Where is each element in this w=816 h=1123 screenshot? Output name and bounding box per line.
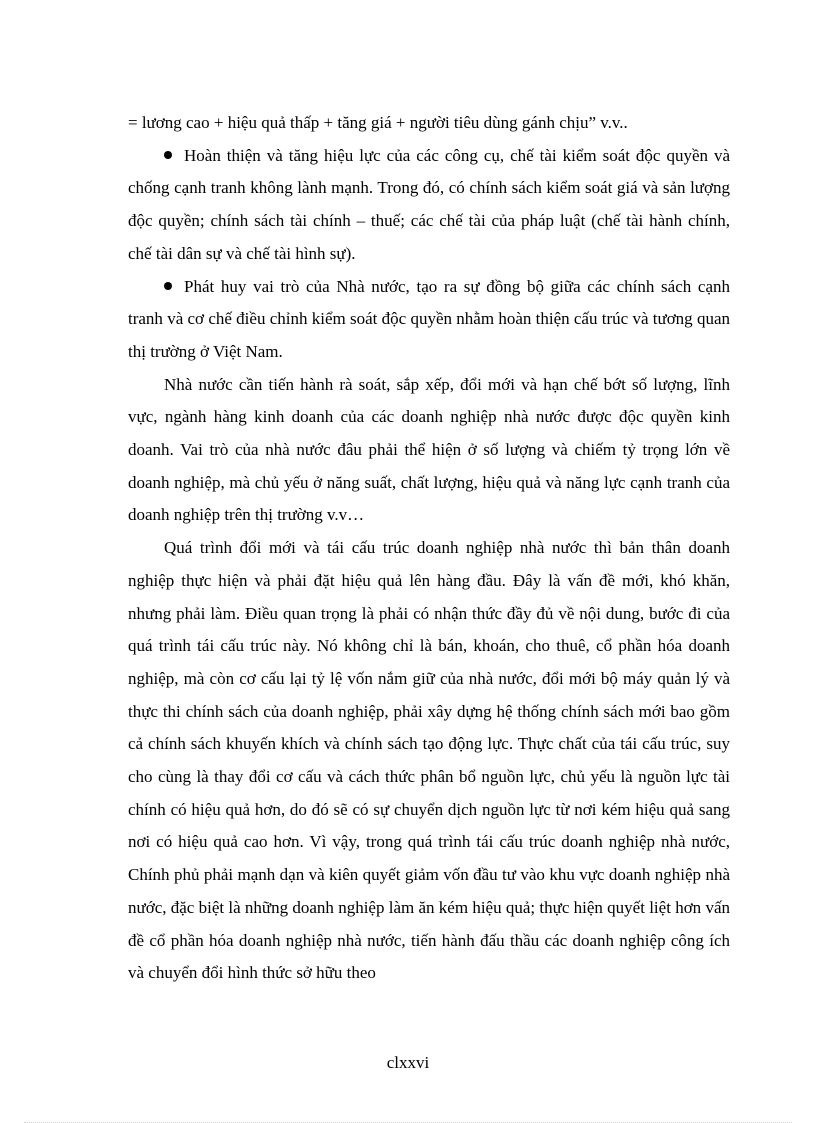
body-paragraph-1: Nhà nước cần tiến hành rà soát, sắp xếp, đổi mới và hạn chế bớt số lượng, lĩnh vực, ngành hàng kinh doanh của các doanh nghiệp nhà nước được độc quyền kinh doanh. Vai trò của nhà nước đâu phải thể hiện ở số lượng và chiếm tỷ trọng lớn về doanh nghiệp, mà chủ yếu ở năng suất, chất lượng, hiệu quả và năng lực cạnh tranh của doanh nghiệp trên thị trường v.v… <box>128 374 730 525</box>
continuation-line: = lương cao + hiệu quả thấp + tăng giá + người tiêu dùng gánh chịu” v.v.. <box>128 113 628 132</box>
bullet-paragraph-1 <box>128 140 730 271</box>
document-body <box>128 107 730 990</box>
bullet-text-2: Phát huy vai trò của Nhà nước, tạo ra sự đồng bộ giữa các chính sách cạnh tranh và cơ chế điều chỉnh kiểm soát độc quyền nhằm hoàn thiện cấu trúc và tương quan thị trường ở Việt Nam. <box>128 276 730 361</box>
bullet-dot-icon <box>164 151 172 159</box>
bullet-paragraph-2 <box>128 271 730 369</box>
bullet-text-1: Hoàn thiện và tăng hiệu lực của các công cụ, chế tài kiểm soát độc quyền và chống cạnh tranh không lành mạnh. Trong đó, có chính sách kiểm soát giá và sản lượng độc quyền; chính sách tài chính – thuế; các chế tài của pháp luật (chế tài hành chính, chế tài dân sự và chế tài hình sự). <box>128 145 730 263</box>
bullet-dot-icon <box>164 282 172 290</box>
page-number: clxxvi <box>386 1053 430 1072</box>
body-paragraph-2: Quá trình đổi mới và tái cấu trúc doanh nghiệp nhà nước thì bản thân doanh nghiệp thực hiện và phải đặt hiệu quả lên hàng đầu. Đây là vấn đề mới, khó khăn, nhưng phải làm. Điều quan trọng là phải có nhận thức đầy đủ về nội dung, bước đi của quá trình tái cấu trúc này. Nó không chỉ là bán, khoán, cho thuê, cổ phần hóa doanh nghiệp, mà còn cơ cấu lại tỷ lệ vốn nắm giữ của nhà nước, đổi mới bộ máy quản lý và thực thi chính sách của doanh nghiệp, phải xây dựng hệ thống chính sách mới bao gồm cả chính sách khuyến khích và chính sách tạo động lực. Thực chất của tái cấu trúc, suy cho cùng là thay đổi cơ cấu và cách thức phân bổ nguồn lực, chủ yếu là nguồn lực tài chính có hiệu quả hơn, do đó sẽ có sự chuyển dịch nguồn lực từ nơi kém hiệu quả sang nơi có hiệu quả cao hơn. Vì vậy, trong quá trình tái cấu trúc doanh nghiệp nhà nước, Chính phủ phải mạnh dạn và kiên quyết giảm vốn đầu tư vào khu vực doanh nghiệp nhà nước, đặc biệt là những doanh nghiệp làm ăn kém hiệu quả; thực hiện quyết liệt hơn vấn đề cổ phần hóa doanh nghiệp nhà nước, tiến hành đấu thầu các doanh nghiệp công ích và chuyển đổi hình thức sở hữu theo <box>128 538 730 983</box>
